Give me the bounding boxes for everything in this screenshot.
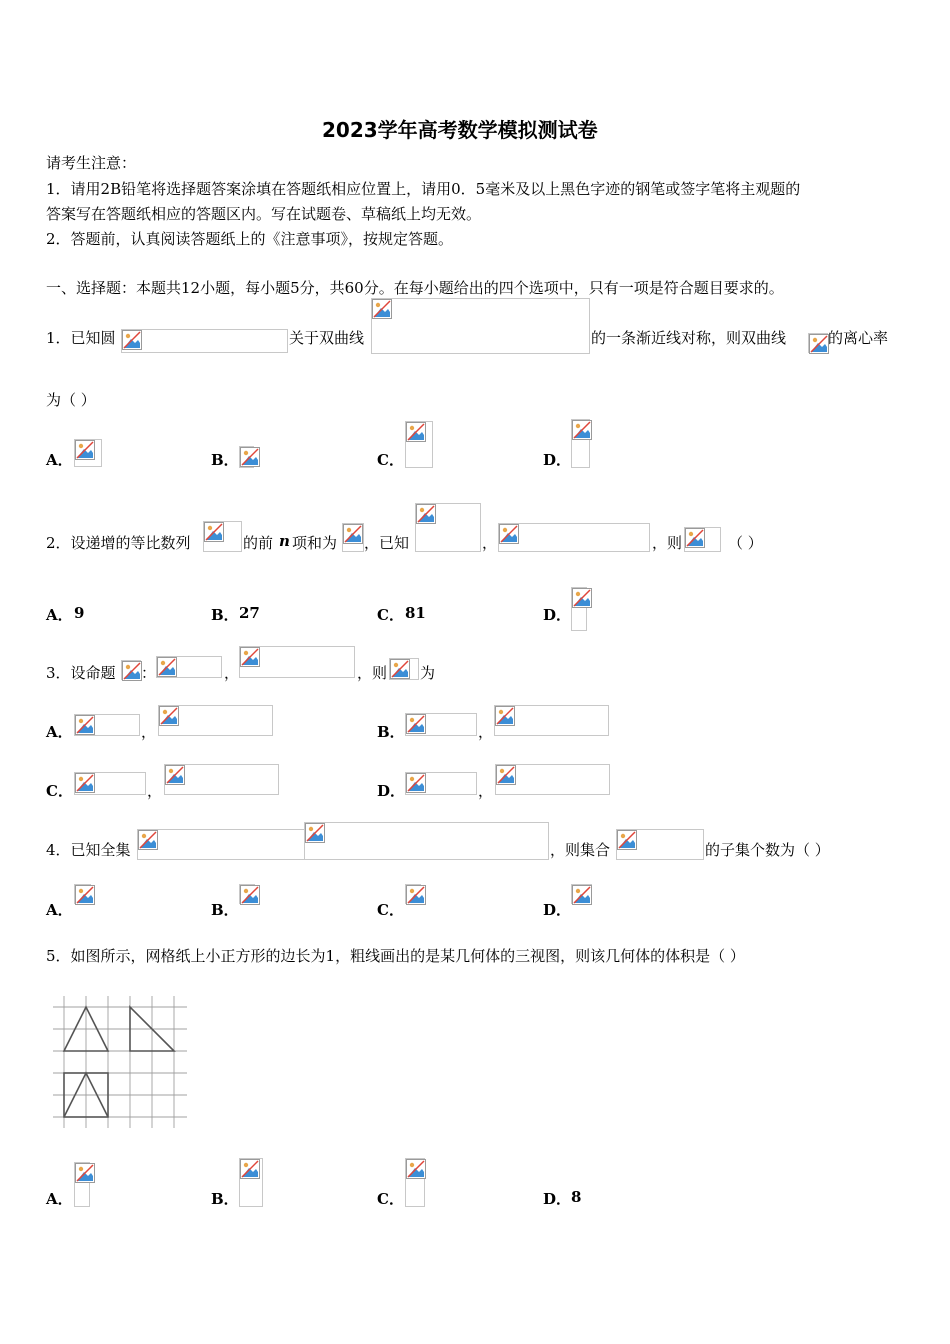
q2-text-4: ，已知 — [364, 534, 410, 552]
q2-formula-target — [684, 527, 721, 552]
broken-image-icon — [75, 773, 95, 793]
broken-image-icon — [572, 420, 592, 440]
q2-option-b-value: 27 — [239, 604, 260, 622]
q2-option-c: C． — [377, 606, 404, 624]
broken-image-icon — [122, 330, 142, 350]
broken-image-icon — [305, 823, 325, 843]
broken-image-icon — [343, 524, 363, 544]
broken-image-icon — [240, 1159, 260, 1179]
broken-image-icon — [372, 299, 392, 319]
q4-option-a: A． — [46, 901, 73, 919]
q4-text-2: ，则集合 — [550, 841, 611, 859]
q1-option-b-formula — [239, 446, 254, 468]
three-view-figure — [53, 996, 187, 1128]
q1-option-b: B． — [211, 451, 239, 469]
broken-image-icon — [572, 885, 592, 905]
q3-formula-not-p — [389, 658, 419, 680]
q2-option-d-formula — [571, 587, 587, 631]
broken-image-icon — [75, 715, 95, 735]
broken-image-icon — [75, 1163, 95, 1183]
q3-option-a: A． — [46, 723, 73, 741]
broken-image-icon — [204, 522, 224, 542]
q3-option-b: B． — [377, 723, 405, 741]
q3-text-3: ， — [224, 664, 240, 682]
q5-option-a: A． — [46, 1190, 73, 1208]
q2-formula-given-1 — [415, 503, 481, 552]
q2-text-1: 2．设递增的等比数列 — [46, 534, 191, 552]
q4-option-c-formula — [405, 884, 421, 904]
q1-option-a-formula — [74, 439, 102, 467]
broken-image-icon — [240, 885, 260, 905]
q1-text-5: 为（ ） — [46, 391, 96, 409]
q4-formula-universal — [137, 829, 305, 860]
q4-text-1: 4．已知全集 — [46, 841, 131, 859]
q2-formula-an — [203, 521, 242, 552]
broken-image-icon — [157, 657, 177, 677]
q1-formula-hyperbola — [371, 298, 590, 354]
broken-image-icon — [406, 422, 426, 442]
q1-text-3: 的一条渐近线对称，则双曲线 — [591, 329, 787, 347]
broken-image-icon — [240, 647, 260, 667]
q3-option-b-formula-2 — [494, 705, 609, 736]
q2-text-7: （ ） — [728, 534, 763, 552]
q3-option-c-comma: ， — [147, 782, 163, 800]
q4-option-a-formula — [74, 884, 91, 904]
q3-text-1: 3．设命题 — [46, 664, 116, 682]
q3-option-c-formula-1 — [74, 772, 146, 795]
q1-option-c-formula — [405, 421, 433, 468]
broken-image-icon — [496, 765, 516, 785]
broken-image-icon — [406, 714, 426, 734]
broken-image-icon — [75, 440, 95, 460]
q1-option-d: D． — [543, 451, 572, 469]
broken-image-icon — [406, 773, 426, 793]
q1-text-4: 的离心率 — [828, 329, 889, 347]
q5-option-d: D． — [543, 1190, 572, 1208]
q1-option-c: C． — [377, 451, 404, 469]
section-heading: 一、选择题：本题共12小题，每小题5分，共60分。在每小题给出的四个选项中，只有一项是符合题目要求的。 — [46, 279, 784, 297]
broken-image-icon — [572, 588, 592, 608]
q3-option-c-formula-2 — [164, 764, 279, 795]
q1-option-a: A． — [46, 451, 73, 469]
q3-text-5: 为 — [420, 664, 436, 682]
q5-option-d-value: 8 — [571, 1188, 582, 1206]
q5-option-a-formula — [74, 1162, 90, 1207]
q1-text-2: 关于双曲线 — [289, 329, 365, 347]
q4-option-b: B． — [211, 901, 239, 919]
q3-option-d-formula-1 — [405, 772, 477, 795]
q3-text-4: ，则 — [357, 664, 388, 682]
broken-image-icon — [685, 528, 705, 548]
q2-option-a: A． — [46, 606, 73, 624]
q4-option-b-formula — [239, 884, 255, 904]
q1-formula-c — [808, 333, 828, 353]
q3-formula-condition — [239, 646, 355, 678]
notice-line-1a: 1．请用2B铅笔将选择题答案涂填在答题纸相应位置上，请用0．5毫米及以上黑色字迹的钢笔或签字笔将主观题的 — [46, 180, 801, 198]
q2-option-b: B． — [211, 606, 239, 624]
q3-formula-p — [121, 660, 141, 680]
q3-option-c: C． — [46, 782, 73, 800]
q2-text-5: ， — [482, 534, 498, 552]
broken-image-icon — [138, 830, 158, 850]
q2-n: n — [279, 532, 290, 550]
broken-image-icon — [165, 765, 185, 785]
q4-formula-set — [616, 829, 704, 860]
q1-option-d-formula — [571, 419, 590, 468]
broken-image-icon — [406, 1159, 426, 1179]
q1-formula-circle — [121, 329, 288, 353]
notice-line-1b: 答案写在答题纸相应的答题区内。写在试题卷、草稿纸上均无效。 — [46, 205, 482, 223]
broken-image-icon — [390, 659, 410, 679]
q3-option-d: D． — [377, 782, 406, 800]
notice-line-2: 2．答题前，认真阅读答题纸上的《注意事项》，按规定答题。 — [46, 230, 454, 248]
q2-formula-given-2 — [498, 523, 650, 552]
q2-text-6: ，则 — [652, 534, 683, 552]
q2-formula-sn — [342, 523, 364, 552]
q1-text-1: 1．已知圆 — [46, 329, 116, 347]
notice-heading: 请考生注意： — [46, 154, 137, 172]
broken-image-icon — [499, 524, 519, 544]
q3-option-a-comma: ， — [141, 723, 157, 741]
broken-image-icon — [495, 706, 515, 726]
q5-option-b-formula — [239, 1158, 263, 1207]
page-title: 2023学年高考数学模拟测试卷 — [322, 118, 598, 142]
q4-text-3: 的子集个数为（ ） — [705, 841, 830, 859]
broken-image-icon — [159, 706, 179, 726]
q2-text-2: 的前 — [243, 534, 274, 552]
q3-text-2: ： — [141, 664, 157, 682]
q3-option-a-formula-2 — [158, 705, 273, 736]
broken-image-icon — [122, 661, 142, 681]
q3-option-d-formula-2 — [495, 764, 610, 795]
broken-image-icon — [617, 830, 637, 850]
q3-formula-forall — [156, 656, 222, 678]
q5-option-b: B． — [211, 1190, 239, 1208]
q5-option-c: C． — [377, 1190, 404, 1208]
q5-option-c-formula — [405, 1158, 425, 1207]
q2-option-d: D． — [543, 606, 572, 624]
q3-option-a-formula-1 — [74, 714, 140, 736]
broken-image-icon — [75, 885, 95, 905]
q5-text-1: 5．如图所示，网格纸上小正方形的边长为1，粗线画出的是某几何体的三视图，则该几何体的体积是（ ） — [46, 947, 745, 965]
broken-image-icon — [416, 504, 436, 524]
q2-option-c-value: 81 — [405, 604, 426, 622]
q3-option-b-comma: ， — [478, 723, 494, 741]
q3-option-b-formula-1 — [405, 713, 477, 736]
broken-image-icon — [406, 885, 426, 905]
q4-option-d: D． — [543, 901, 572, 919]
q4-option-c: C． — [377, 901, 404, 919]
broken-image-icon — [809, 334, 829, 354]
q4-option-d-formula — [571, 884, 592, 904]
q3-option-d-comma: ， — [478, 782, 494, 800]
q2-option-a-value: 9 — [74, 604, 85, 622]
q2-text-3: 项和为 — [292, 534, 338, 552]
q4-formula-sets — [304, 822, 549, 860]
broken-image-icon — [240, 447, 260, 467]
